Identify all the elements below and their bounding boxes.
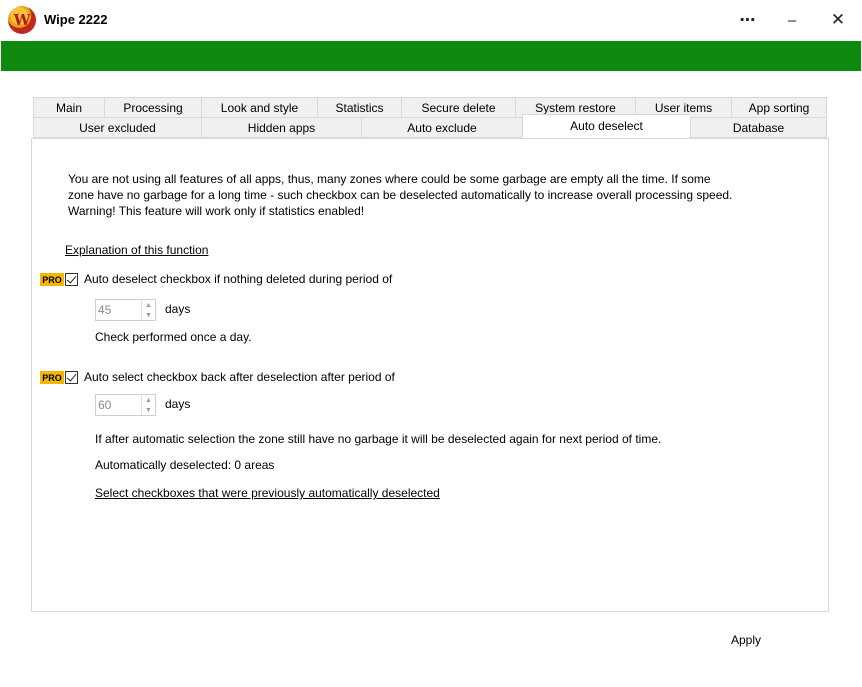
tab-user-items[interactable]: User items — [635, 97, 731, 118]
reselect-note: If after automatic selection the zone still have no garbage it will be deselected again for next period of time. — [95, 432, 662, 446]
tab-row-2 — [33, 117, 827, 138]
feature-description — [68, 171, 808, 219]
stepper-down-icon[interactable]: ▼ — [145, 406, 152, 414]
select-back-days-stepper[interactable] — [95, 394, 156, 416]
tab-secure-delete[interactable]: Secure delete — [401, 97, 515, 118]
stepper-arrows — [141, 395, 155, 415]
stepper-arrows — [141, 300, 155, 320]
deselect-days-value[interactable]: 45 — [98, 303, 112, 317]
auto-select-back-checkbox[interactable] — [65, 371, 78, 384]
tab-row-1 — [33, 97, 827, 118]
auto-deselect-checkbox[interactable] — [65, 273, 78, 286]
pro-badge: PRO — [40, 371, 64, 384]
check-frequency-note: Check performed once a day. — [95, 330, 252, 344]
title-bar — [0, 0, 862, 40]
minimize-icon[interactable]: – — [787, 11, 797, 29]
auto-deselect-label: Auto deselect checkbox if nothing deleted during period of — [84, 272, 393, 286]
explanation-link[interactable]: Explanation of this function — [65, 243, 209, 257]
tab-look-and-style[interactable]: Look and style — [201, 97, 317, 118]
tab-hidden-apps[interactable]: Hidden apps — [201, 117, 361, 138]
tab-processing[interactable]: Processing — [104, 97, 201, 118]
header-banner — [1, 41, 861, 71]
more-options-icon[interactable]: ⋯ — [739, 12, 757, 29]
reselect-link[interactable]: Select checkboxes that were previously automatically deselected — [95, 486, 440, 500]
tab-main[interactable]: Main — [33, 97, 104, 118]
auto-deselected-count: Automatically deselected: 0 areas — [95, 458, 275, 472]
stepper-up-icon[interactable]: ▲ — [145, 301, 152, 309]
app-logo-icon: W — [8, 6, 36, 34]
tab-user-excluded[interactable]: User excluded — [33, 117, 201, 138]
tab-system-restore[interactable]: System restore — [515, 97, 635, 118]
apply-button[interactable]: Apply — [730, 633, 762, 647]
tab-app-sorting[interactable]: App sorting — [731, 97, 827, 118]
tab-database[interactable]: Database — [690, 117, 827, 138]
description-line: You are not using all features of all apps, thus, many zones where could be some garbage are empty all the time. If some — [68, 172, 711, 186]
stepper-up-icon[interactable]: ▲ — [145, 396, 152, 404]
select-back-days-unit: days — [165, 397, 191, 411]
description-line: Warning! This feature will work only if statistics enabled! — [68, 204, 365, 218]
window-title: Wipe 2222 — [44, 12, 108, 27]
tab-auto-exclude[interactable]: Auto exclude — [361, 117, 522, 138]
tab-statistics[interactable]: Statistics — [317, 97, 401, 118]
description-line: zone have no garbage for a long time - such checkbox can be deselected automatically to increase overall processing speed. — [68, 188, 733, 202]
stepper-down-icon[interactable]: ▼ — [145, 311, 152, 319]
select-back-days-value[interactable]: 60 — [98, 398, 112, 412]
tab-auto-deselect[interactable]: Auto deselect — [522, 114, 690, 138]
pro-badge: PRO — [40, 273, 64, 286]
auto-select-back-label: Auto select checkbox back after deselection after period of — [84, 370, 395, 384]
deselect-days-stepper[interactable] — [95, 299, 156, 321]
close-icon[interactable]: ✕ — [830, 10, 846, 29]
deselect-days-unit: days — [165, 302, 191, 316]
